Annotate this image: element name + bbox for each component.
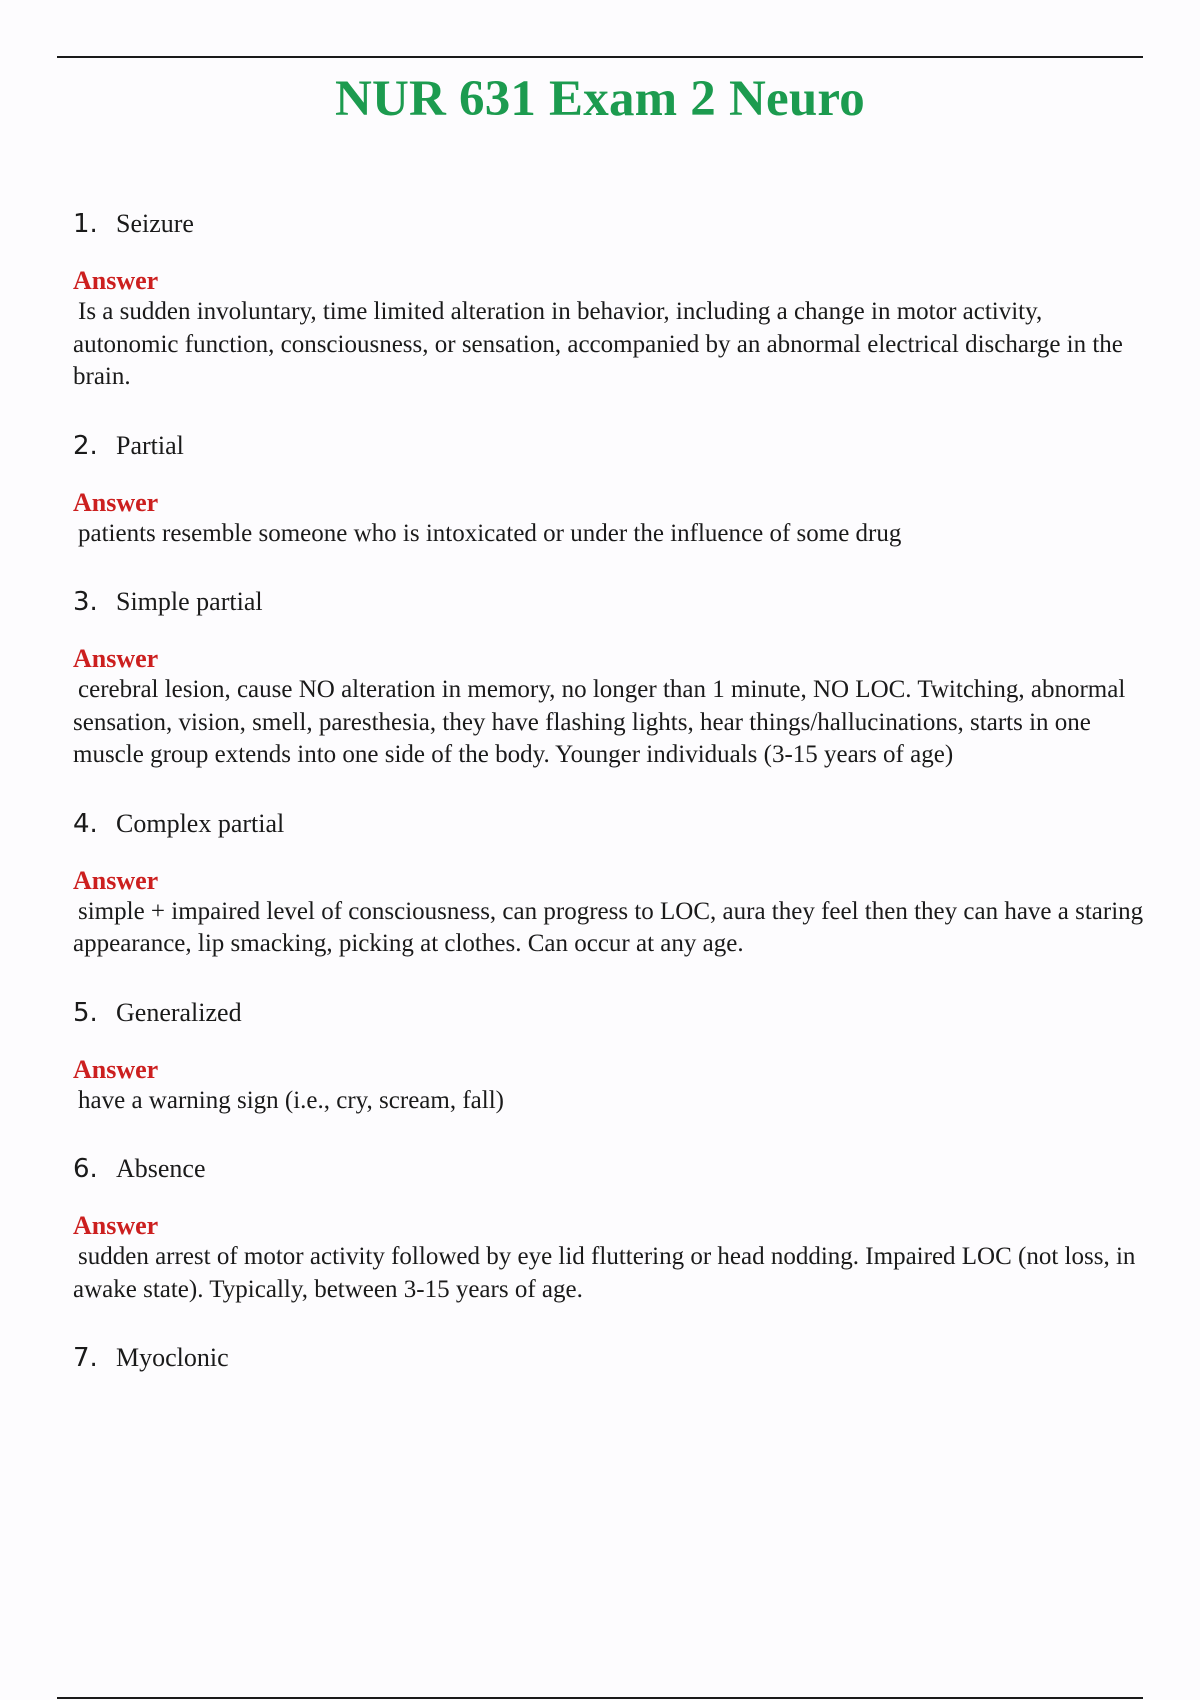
answer-text: Is a sudden involuntary, time limited alteration in behavior, including a change in motor activity, autonomic function, consciousness, or sensation, accompanied by an abnormal electrical discharge in the brain. — [73, 298, 1123, 390]
answer-text: have a warning sign (i.e., cry, scream, fall) — [78, 1086, 504, 1114]
answer-label: Answer — [73, 266, 159, 295]
question-number: 3. — [73, 587, 98, 617]
question-line — [73, 208, 1148, 240]
question-line — [73, 808, 1148, 840]
question-term: Seizure — [116, 209, 194, 238]
question-number: 1. — [73, 209, 98, 239]
question-item — [73, 430, 1148, 551]
question-list — [73, 208, 1148, 1410]
question-item — [73, 586, 1148, 772]
question-term: Absence — [116, 1154, 206, 1183]
page-title: NUR 631 Exam 2 Neuro — [334, 71, 866, 127]
question-term: Myoclonic — [116, 1343, 229, 1372]
question-line — [73, 1342, 1148, 1374]
answer-text: sudden arrest of motor activity followed by eye lid fluttering or head nodding. Impaired LOC (not loss, in awake state). Typically, between 3-15 years of age. — [73, 1243, 1136, 1303]
answer-label: Answer — [73, 1054, 159, 1084]
question-term: Generalized — [116, 997, 242, 1027]
question-item — [73, 997, 1148, 1118]
question-number: 5. — [73, 997, 98, 1028]
answer-label: Answer — [73, 1211, 159, 1240]
answer-text: simple + impaired level of consciousness, can progress to LOC, aura they feel then they can have a staring appearance, lip smacking, picking at clothes. Can occur at any age. — [73, 897, 1144, 957]
question-line — [73, 430, 1148, 462]
question-term: Complex partial — [116, 808, 285, 838]
question-item — [73, 808, 1148, 961]
question-number: 7. — [73, 1343, 98, 1373]
question-term: Simple partial — [116, 587, 263, 616]
question-item — [73, 1342, 1148, 1374]
question-line — [73, 586, 1148, 618]
top-rule — [57, 56, 1143, 58]
question-line — [73, 997, 1148, 1029]
question-number: 2. — [73, 430, 98, 461]
answer-label: Answer — [73, 865, 159, 895]
bottom-rule — [57, 1697, 1143, 1699]
question-term: Partial — [116, 430, 184, 460]
answer-label: Answer — [73, 487, 159, 517]
question-number: 6. — [73, 1154, 98, 1184]
answer-label: Answer — [73, 644, 159, 673]
question-number: 4. — [73, 808, 98, 839]
answer-text: patients resemble someone who is intoxicated or under the influence of some drug — [78, 519, 902, 547]
question-item — [73, 1153, 1148, 1306]
question-line — [73, 1153, 1148, 1185]
question-item — [73, 208, 1148, 394]
answer-text: cerebral lesion, cause NO alteration in memory, no longer than 1 minute, NO LOC. Twitching, abnormal sensation, vision, smell, paresthesia, they have flashing lights, hear things/hallucinations, starts in one muscle group extends into one side of the body. Younger individuals (3-15 years of age) — [73, 676, 1126, 768]
